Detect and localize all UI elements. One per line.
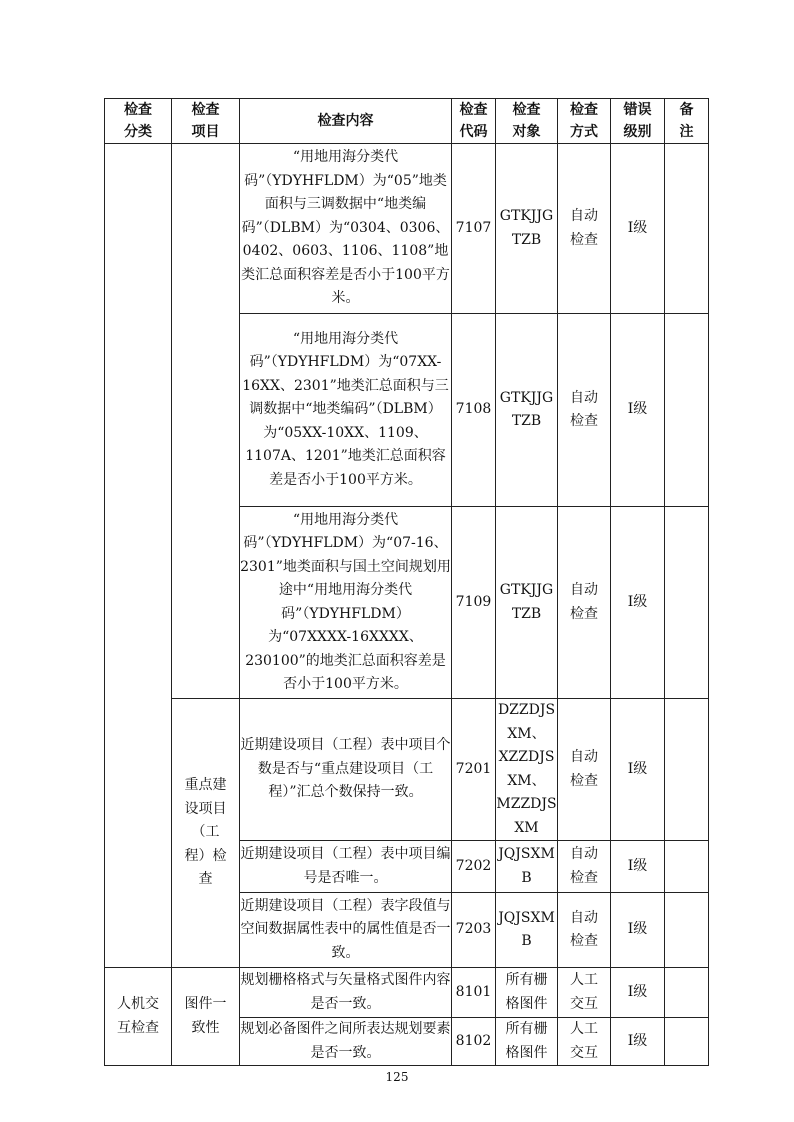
header-item: 检查 项目 (172, 99, 240, 144)
check-content: “用地用海分类代码”（YDYHFLDM）为“05”地类面积与三调数据中“地类编码”（DLBM）为“0304、0306、0402、0603、1106、1108”地类汇总面积容差是否小于100平方米。 (240, 144, 452, 314)
check-code: 8102 (452, 1018, 496, 1066)
check-code: 8101 (452, 968, 496, 1018)
note-cell (665, 841, 709, 893)
check-method: 自动 检查 (558, 841, 611, 893)
check-object: 所有栅 格图件 (496, 968, 558, 1018)
check-object: GTKJJG TZB (496, 144, 558, 314)
note-cell (665, 144, 709, 314)
check-content: “用地用海分类代码”（YDYHFLDM）为“07XX-16XX、2301”地类汇总面积与三调数据中“地类编码”（DLBM）为“05XX-10XX、1109、1107A、1201”地类汇总面积容差是否小于100平方米。 (240, 314, 452, 507)
error-level: Ⅰ级 (611, 507, 665, 699)
check-code: 7202 (452, 841, 496, 893)
check-method: 自动 检查 (558, 699, 611, 841)
check-code: 7109 (452, 507, 496, 699)
check-method: 自动 检查 (558, 314, 611, 507)
page-number: 125 (385, 1070, 409, 1084)
note-cell (665, 699, 709, 841)
check-object: GTKJJG TZB (496, 507, 558, 699)
inspection-table (104, 98, 709, 1066)
check-object: DZZDJS XM、 XZZDJS XM、 MZZDJS XM (496, 699, 558, 841)
table-row (105, 144, 709, 314)
table-row (105, 699, 709, 841)
check-object: JQJSXM B (496, 893, 558, 968)
error-level: Ⅰ级 (611, 968, 665, 1018)
check-content: 近期建设项目（工程）表字段值与空间数据属性表中的属性值是否一致。 (240, 893, 452, 968)
error-level: Ⅰ级 (611, 893, 665, 968)
note-cell (665, 1018, 709, 1066)
check-object: 所有栅 格图件 (496, 1018, 558, 1066)
table-row (105, 968, 709, 1018)
table-header-row (105, 99, 709, 144)
header-level: 错误 级别 (611, 99, 665, 144)
error-level: Ⅰ级 (611, 841, 665, 893)
check-method: 自动 检查 (558, 893, 611, 968)
check-content: 近期建设项目（工程）表中项目个数是否与“重点建设项目（工程）”汇总个数保持一致。 (240, 699, 452, 841)
category-human-interaction: 人机交 互检查 (105, 968, 172, 1066)
check-method: 人工 交互 (558, 968, 611, 1018)
check-code: 7107 (452, 144, 496, 314)
check-method: 人工 交互 (558, 1018, 611, 1066)
check-object: JQJSXM B (496, 841, 558, 893)
check-code: 7108 (452, 314, 496, 507)
header-content: 检查内容 (240, 99, 452, 144)
error-level: Ⅰ级 (611, 144, 665, 314)
check-method: 自动 检查 (558, 507, 611, 699)
error-level: Ⅰ级 (611, 314, 665, 507)
header-code: 检查 代码 (452, 99, 496, 144)
error-level: Ⅰ级 (611, 1018, 665, 1066)
error-level: Ⅰ级 (611, 699, 665, 841)
header-category: 检查 分类 (105, 99, 172, 144)
header-note: 备 注 (665, 99, 709, 144)
note-cell (665, 968, 709, 1018)
check-content: 近期建设项目（工程）表中项目编号是否唯一。 (240, 841, 452, 893)
item-key-project-check: 重点建 设项目 （工 程）检 查 (172, 699, 240, 968)
note-cell (665, 314, 709, 507)
header-object: 检查 对象 (496, 99, 558, 144)
item-map-consistency: 图件一 致性 (172, 968, 240, 1066)
check-object: GTKJJG TZB (496, 314, 558, 507)
note-cell (665, 507, 709, 699)
check-code: 7203 (452, 893, 496, 968)
item-cell-blank (172, 144, 240, 699)
header-method: 检查 方式 (558, 99, 611, 144)
check-method: 自动 检查 (558, 144, 611, 314)
check-content: 规划必备图件之间所表达规划要素是否一致。 (240, 1018, 452, 1066)
check-content: 规划栅格格式与矢量格式图件内容是否一致。 (240, 968, 452, 1018)
check-code: 7201 (452, 699, 496, 841)
note-cell (665, 893, 709, 968)
check-content: “用地用海分类代码”（YDYHFLDM）为“07-16、2301”地类面积与国土空间规划用途中“用地用海分类代码”（YDYHFLDM）为“07XXXX-16XXXX、230100”的地类汇总面积容差是否小于100平方米。 (240, 507, 452, 699)
category-cell-blank (105, 144, 172, 968)
